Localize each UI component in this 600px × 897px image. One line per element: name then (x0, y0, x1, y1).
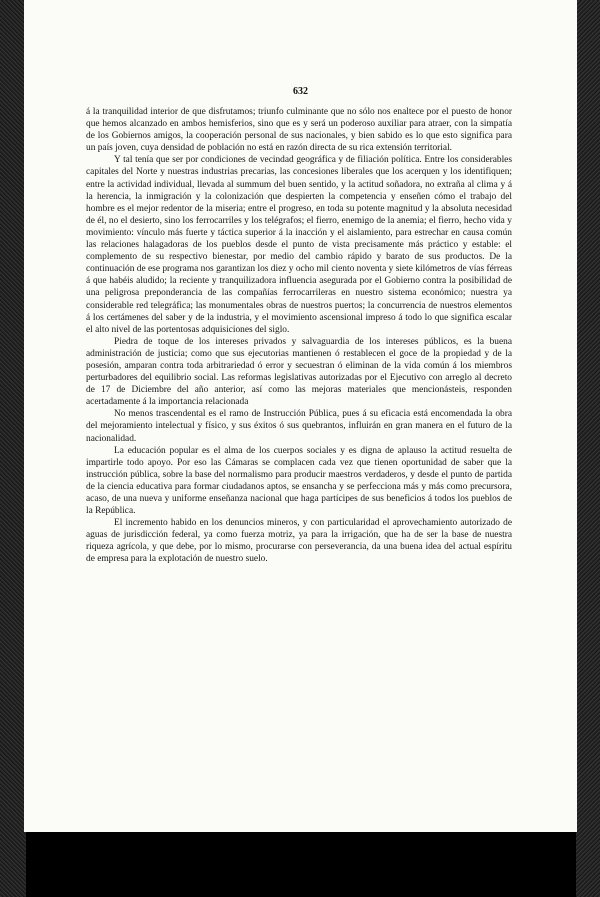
scan-border-right (576, 0, 600, 897)
paragraph-3: Piedra de toque de los intereses privados y salvaguardia de los intereses públicos, es la buena administración de justicia; como que sus ejecutorias mantienen ó restablecen el goce de la propiedad y de la posesión, amparan contra toda arbitrariedad ó error y secuestran ó eliminan de la vida común á los miembros perturbadores del equilibrio social. Las reformas legislativas autorizadas por el Ejecutivo con arreglo al decreto de 17 de Diciembre del año anterior, así como las mejoras materiales que mencionásteis, responden acertadamente á la importancia relacionada (86, 336, 512, 408)
paragraph-2: Y tal tenía que ser por condiciones de vecindad geográfica y de filiación política. Entre los considerables capitales del Norte y nuestras industrias precarias, las concesiones liberales que los acerquen y los identifiquen; entre la actividad individual, llevada al summum del buen sentido, y la actitud soñadora, no extraña al clima y á la herencia, la inmigración y la colonización que despierten la competencia y enseñen cómo el trabajo del hombre es el mejor redentor de la miseria; entre el progreso, en toda su potente magnitud y la absoluta necesidad de él, no el desierto, sino los ferrocarriles y los telégrafos; el fierro, enemigo de la anemia; el fierro, hecho vida y movimiento: vínculo más fuerte y táctica superior á la inacción y el aislamiento, para estrechar en causa común las relaciones halagadoras de los pueblos desde el punto de vista precisamente más práctico y estable: el complemento de su respectivo bienestar, por medio del cambio rápido y barato de sus productos. De la continuación de ese programa nos garantizan los diez y ocho mil ciento noventa y siete kilómetros de vías férreas á que habéis aludido; la reciente y tranquilizadora influencia asegurada por el Gobierno contra la posibilidad de una peligrosa preponderancia de las compañías ferrocarrileras en nuestro sistema económico; nuestra ya considerable red telegráfica; las monumentales obras de nuestros puertos; la concurrencia de nuestros elementos á los certámenes del saber y de la industria, y el movimiento ascensional impreso á todo lo que significa escalar el alto nivel de las portentosas adquisiciones del siglo. (86, 155, 512, 335)
page-number: 632 (293, 86, 308, 97)
paragraph-1: á la tranquilidad interior de que disfrutamos; triunfo culminante que no sólo nos enaltece por el puesto de honor que hemos alcanzado en ambos hemisferios, sino que es y será un poderoso auxiliar para atraer, con la simpatía de los Gobiernos amigos, la cooperación personal de sus nacionales, y bien sabido es lo que esto significa para un país joven, cuya densidad de población no está en razón directa de su rica extensión territorial. (86, 107, 512, 154)
paragraph-5: La educación popular es el alma de los cuerpos sociales y es digna de aplauso la actitud resuelta de impartirle todo apoyo. Por eso las Cámaras se complacen cada vez que tienen oportunidad de saber que la instrucción pública, sobre la base del normalismo para producir maestros verdaderos, y desde el punto de partida de la ciencia educativa para formar ciudadanos aptos, se ensancha y se perfecciona más y más como precursora, acaso, de una nueva y uniforme enseñanza nacional que haga partícipes de sus beneficios á todos los pueblos de la República. (86, 445, 512, 517)
body-text (86, 106, 512, 566)
paragraph-4: No menos trascendental es el ramo de Instrucción Pública, pues á su eficacia está encomendada la obra del mejoramiento intelectual y físico, y sus éxitos ó sus quebrantos, influirán en gran manera en el futuro de la nacionalidad. (86, 409, 512, 444)
paragraph-6: El incremento habido en los denuncios mineros, y con particularidad el aprovechamiento autorizado de aguas de jurisdicción federal, ya como fuerza motriz, ya para la irrigación, que ha de ser la base de nuestra riqueza agrícola, y que debe, por lo mismo, procurarse con perseverancia, da una buena idea del actual espíritu de empresa para la explotación de nuestro suelo. (86, 518, 512, 565)
document-page (24, 0, 577, 832)
scan-border-left (0, 0, 26, 897)
